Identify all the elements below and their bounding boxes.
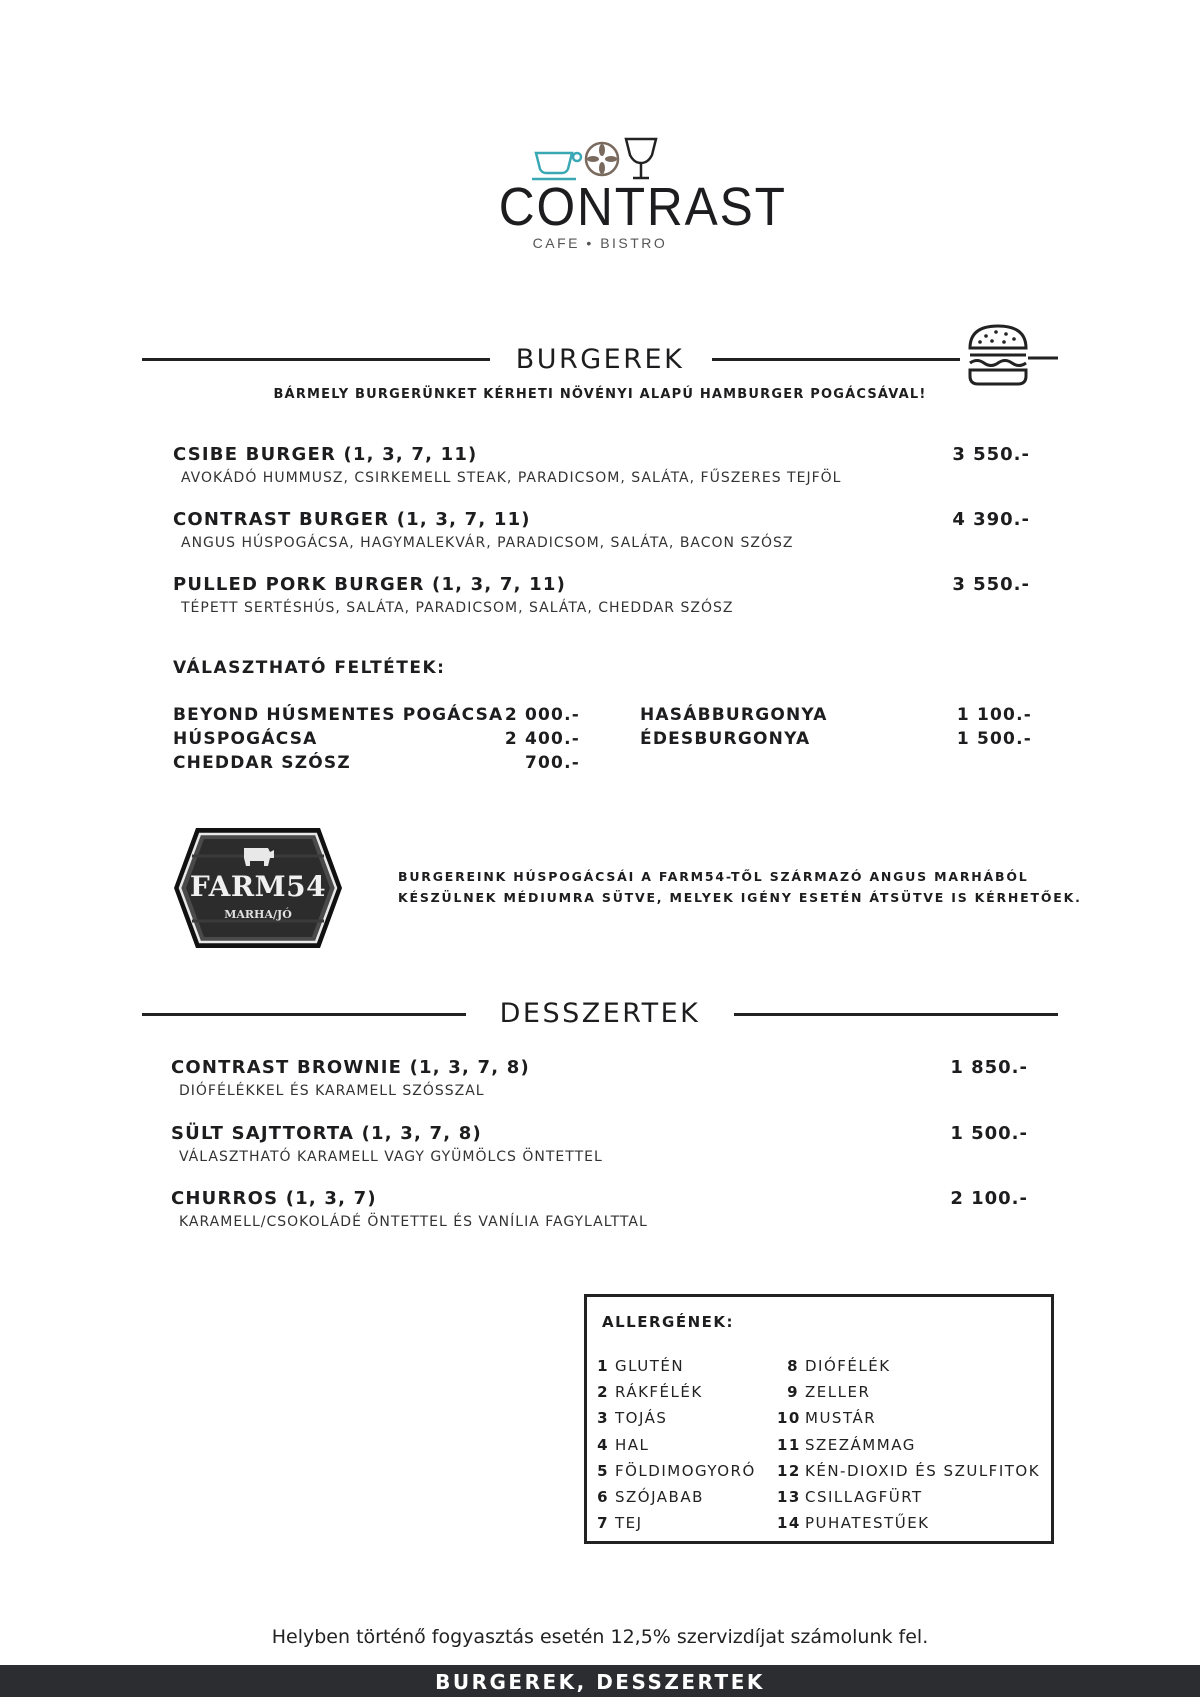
allergen-name: CSILLAGFÜRT [805, 1487, 923, 1506]
allergen-list-left [587, 1357, 756, 1540]
brand-logo [490, 135, 787, 251]
footer-bar-label: BURGEREK, DESSZERTEK [435, 1670, 765, 1694]
allergen-row [777, 1357, 1040, 1383]
extras-right-list [640, 705, 1032, 753]
farm54-logo-sub: MARHA/JÓ [224, 908, 292, 921]
allergen-title: ALLERGÉNEK: [602, 1313, 735, 1331]
allergen-name: DIÓFÉLÉK [805, 1357, 891, 1375]
allergen-row [587, 1383, 756, 1409]
allergen-number: 2 [597, 1383, 609, 1402]
footer-bar [0, 1665, 1200, 1697]
extras-title: VÁLASZTHATÓ FELTÉTEK: [173, 658, 446, 678]
allergen-row [587, 1357, 756, 1383]
section-rule-right [734, 1013, 1058, 1016]
allergen-number: 4 [597, 1435, 609, 1454]
section-title-burgers: BURGEREK [515, 344, 685, 375]
extra-name: HASÁBBURGONYA [640, 705, 828, 725]
extra-row [640, 705, 1032, 729]
menu-item-price: 3 550.- [952, 574, 1030, 595]
menu-item-desc: ANGUS HÚSPOGÁCSA, HAGYMALEKVÁR, PARADICSOM, SALÁTA, BACON SZÓSZ [181, 535, 794, 551]
brand-subtitle: CAFE • BISTRO [532, 235, 668, 251]
section-rule-left [142, 358, 490, 361]
allergen-row [777, 1409, 1040, 1435]
menu-item-name: CSIBE BURGER (1, 3, 7, 11) [173, 444, 478, 465]
extra-price: 2 000.- [504, 705, 580, 725]
farm-note-line: KÉSZÜLNEK MÉDIUMRA SÜTVE, MELYEK IGÉNY ESETÉN ÁTSÜTVE IS KÉRHETŐEK. [398, 890, 1082, 905]
extra-row [173, 753, 580, 777]
allergen-name: ZELLER [805, 1383, 871, 1402]
allergen-name: GLUTÉN [615, 1357, 685, 1375]
extras-left-list [173, 705, 580, 777]
burger-icon [962, 322, 1060, 392]
menu-item-name: SÜLT SAJTTORTA (1, 3, 7, 8) [171, 1123, 482, 1144]
allergen-number: 1 [597, 1357, 609, 1375]
allergen-name: SZÓJABAB [615, 1487, 704, 1506]
coffee-cup-icon [532, 153, 581, 179]
menu-item-desc: AVOKÁDÓ HUMMUSZ, CSIRKEMELL STEAK, PARADICSOM, SALÁTA, FŰSZERES TEJFÖL [181, 470, 842, 486]
farm-note-line: BURGEREINK HÚSPOGÁCSÁI A FARM54-TŐL SZÁRMAZÓ ANGUS MARHÁBÓL [398, 869, 1029, 884]
allergen-row [777, 1514, 1040, 1540]
allergen-row [587, 1462, 756, 1488]
allergen-number: 12 [777, 1461, 801, 1480]
allergen-number: 13 [777, 1487, 801, 1506]
menu-item-name: CHURROS (1, 3, 7) [171, 1188, 377, 1209]
logo-icons [490, 135, 710, 183]
service-charge-note: Helyben történő fogyasztás esetén 12,5% szervizdíjat számolunk fel. [271, 1626, 929, 1648]
allergen-number: 5 [597, 1461, 609, 1480]
flower-wheel-icon [586, 143, 618, 175]
allergen-number: 10 [777, 1409, 801, 1428]
menu-item-price: 2 100.- [950, 1188, 1028, 1209]
allergen-name: FÖLDIMOGYORÓ [615, 1461, 756, 1480]
menu-item-name: PULLED PORK BURGER (1, 3, 7, 11) [173, 574, 567, 595]
menu-item-price: 1 850.- [950, 1057, 1028, 1078]
allergen-list-right [777, 1357, 1040, 1540]
extra-row [173, 705, 580, 729]
allergen-row [587, 1514, 756, 1540]
section-rule-right [712, 358, 960, 361]
menu-item-price: 4 390.- [952, 509, 1030, 530]
menu-item-price: 1 500.- [950, 1123, 1028, 1144]
allergen-number: 11 [777, 1435, 801, 1454]
allergen-name: HAL [615, 1435, 650, 1454]
allergen-number: 9 [787, 1383, 799, 1402]
allergen-row [587, 1488, 756, 1514]
allergen-row [777, 1436, 1040, 1462]
brand-name: CONTRAST [498, 177, 787, 237]
menu-item-desc: DIÓFÉLÉKKEL ÉS KARAMELL SZÓSSZAL [179, 1083, 485, 1099]
allergen-name: TEJ [615, 1514, 643, 1533]
section-title-desserts: DESSZERTEK [499, 998, 701, 1029]
section-rule-left [142, 1013, 466, 1016]
extra-row [173, 729, 580, 753]
extra-name: BEYOND HÚSMENTES POGÁCSA [173, 705, 504, 725]
extra-price: 1 500.- [956, 729, 1032, 749]
extra-name: ÉDESBURGONYA [640, 729, 811, 749]
allergen-box [584, 1294, 1054, 1544]
allergen-row [777, 1383, 1040, 1409]
allergen-name: PUHATESTŰEK [805, 1514, 930, 1533]
allergen-name: TOJÁS [615, 1409, 668, 1428]
farm54-logo [172, 826, 344, 954]
allergen-number: 7 [597, 1514, 609, 1533]
menu-item-desc: KARAMELL/CSOKOLÁDÉ ÖNTETTEL ÉS VANÍLIA FAGYLALTTAL [179, 1214, 648, 1230]
menu-item-name: CONTRAST BROWNIE (1, 3, 7, 8) [171, 1057, 530, 1078]
allergen-number: 14 [777, 1514, 801, 1533]
allergen-row [587, 1436, 756, 1462]
wine-glass-icon [626, 139, 656, 178]
allergen-name: SZEZÁMMAG [805, 1435, 916, 1454]
extra-price: 2 400.- [504, 729, 580, 749]
allergen-name: RÁKFÉLÉK [615, 1383, 703, 1402]
menu-item-desc: VÁLASZTHATÓ KARAMELL VAGY GYÜMÖLCS ÖNTETTEL [179, 1149, 603, 1165]
allergen-number: 6 [597, 1487, 609, 1506]
extra-row [640, 729, 1032, 753]
extra-price: 700.- [525, 753, 580, 773]
allergen-row [777, 1462, 1040, 1488]
extra-name: CHEDDAR SZÓSZ [173, 753, 351, 773]
allergen-name: KÉN-DIOXID ÉS SZULFITOK [805, 1461, 1041, 1480]
allergen-row [777, 1488, 1040, 1514]
logo-icon-set [530, 135, 670, 181]
farm54-logo-text: FARM54 [189, 870, 327, 903]
menu-item-name: CONTRAST BURGER (1, 3, 7, 11) [173, 509, 531, 530]
extra-name: HÚSPOGÁCSA [173, 729, 318, 749]
allergen-number: 8 [787, 1357, 799, 1375]
menu-item-price: 3 550.- [952, 444, 1030, 465]
allergen-row [587, 1409, 756, 1435]
allergen-name: MUSTÁR [805, 1409, 877, 1428]
farm-note [398, 866, 1082, 908]
menu-item-desc: TÉPETT SERTÉSHÚS, SALÁTA, PARADICSOM, SALÁTA, CHEDDAR SZÓSZ [181, 600, 734, 616]
burger-note: BÁRMELY BURGERÜNKET KÉRHETI NÖVÉNYI ALAPÚ HAMBURGER POGÁCSÁVAL! [273, 387, 927, 402]
extra-price: 1 100.- [956, 705, 1032, 725]
allergen-number: 3 [597, 1409, 609, 1428]
